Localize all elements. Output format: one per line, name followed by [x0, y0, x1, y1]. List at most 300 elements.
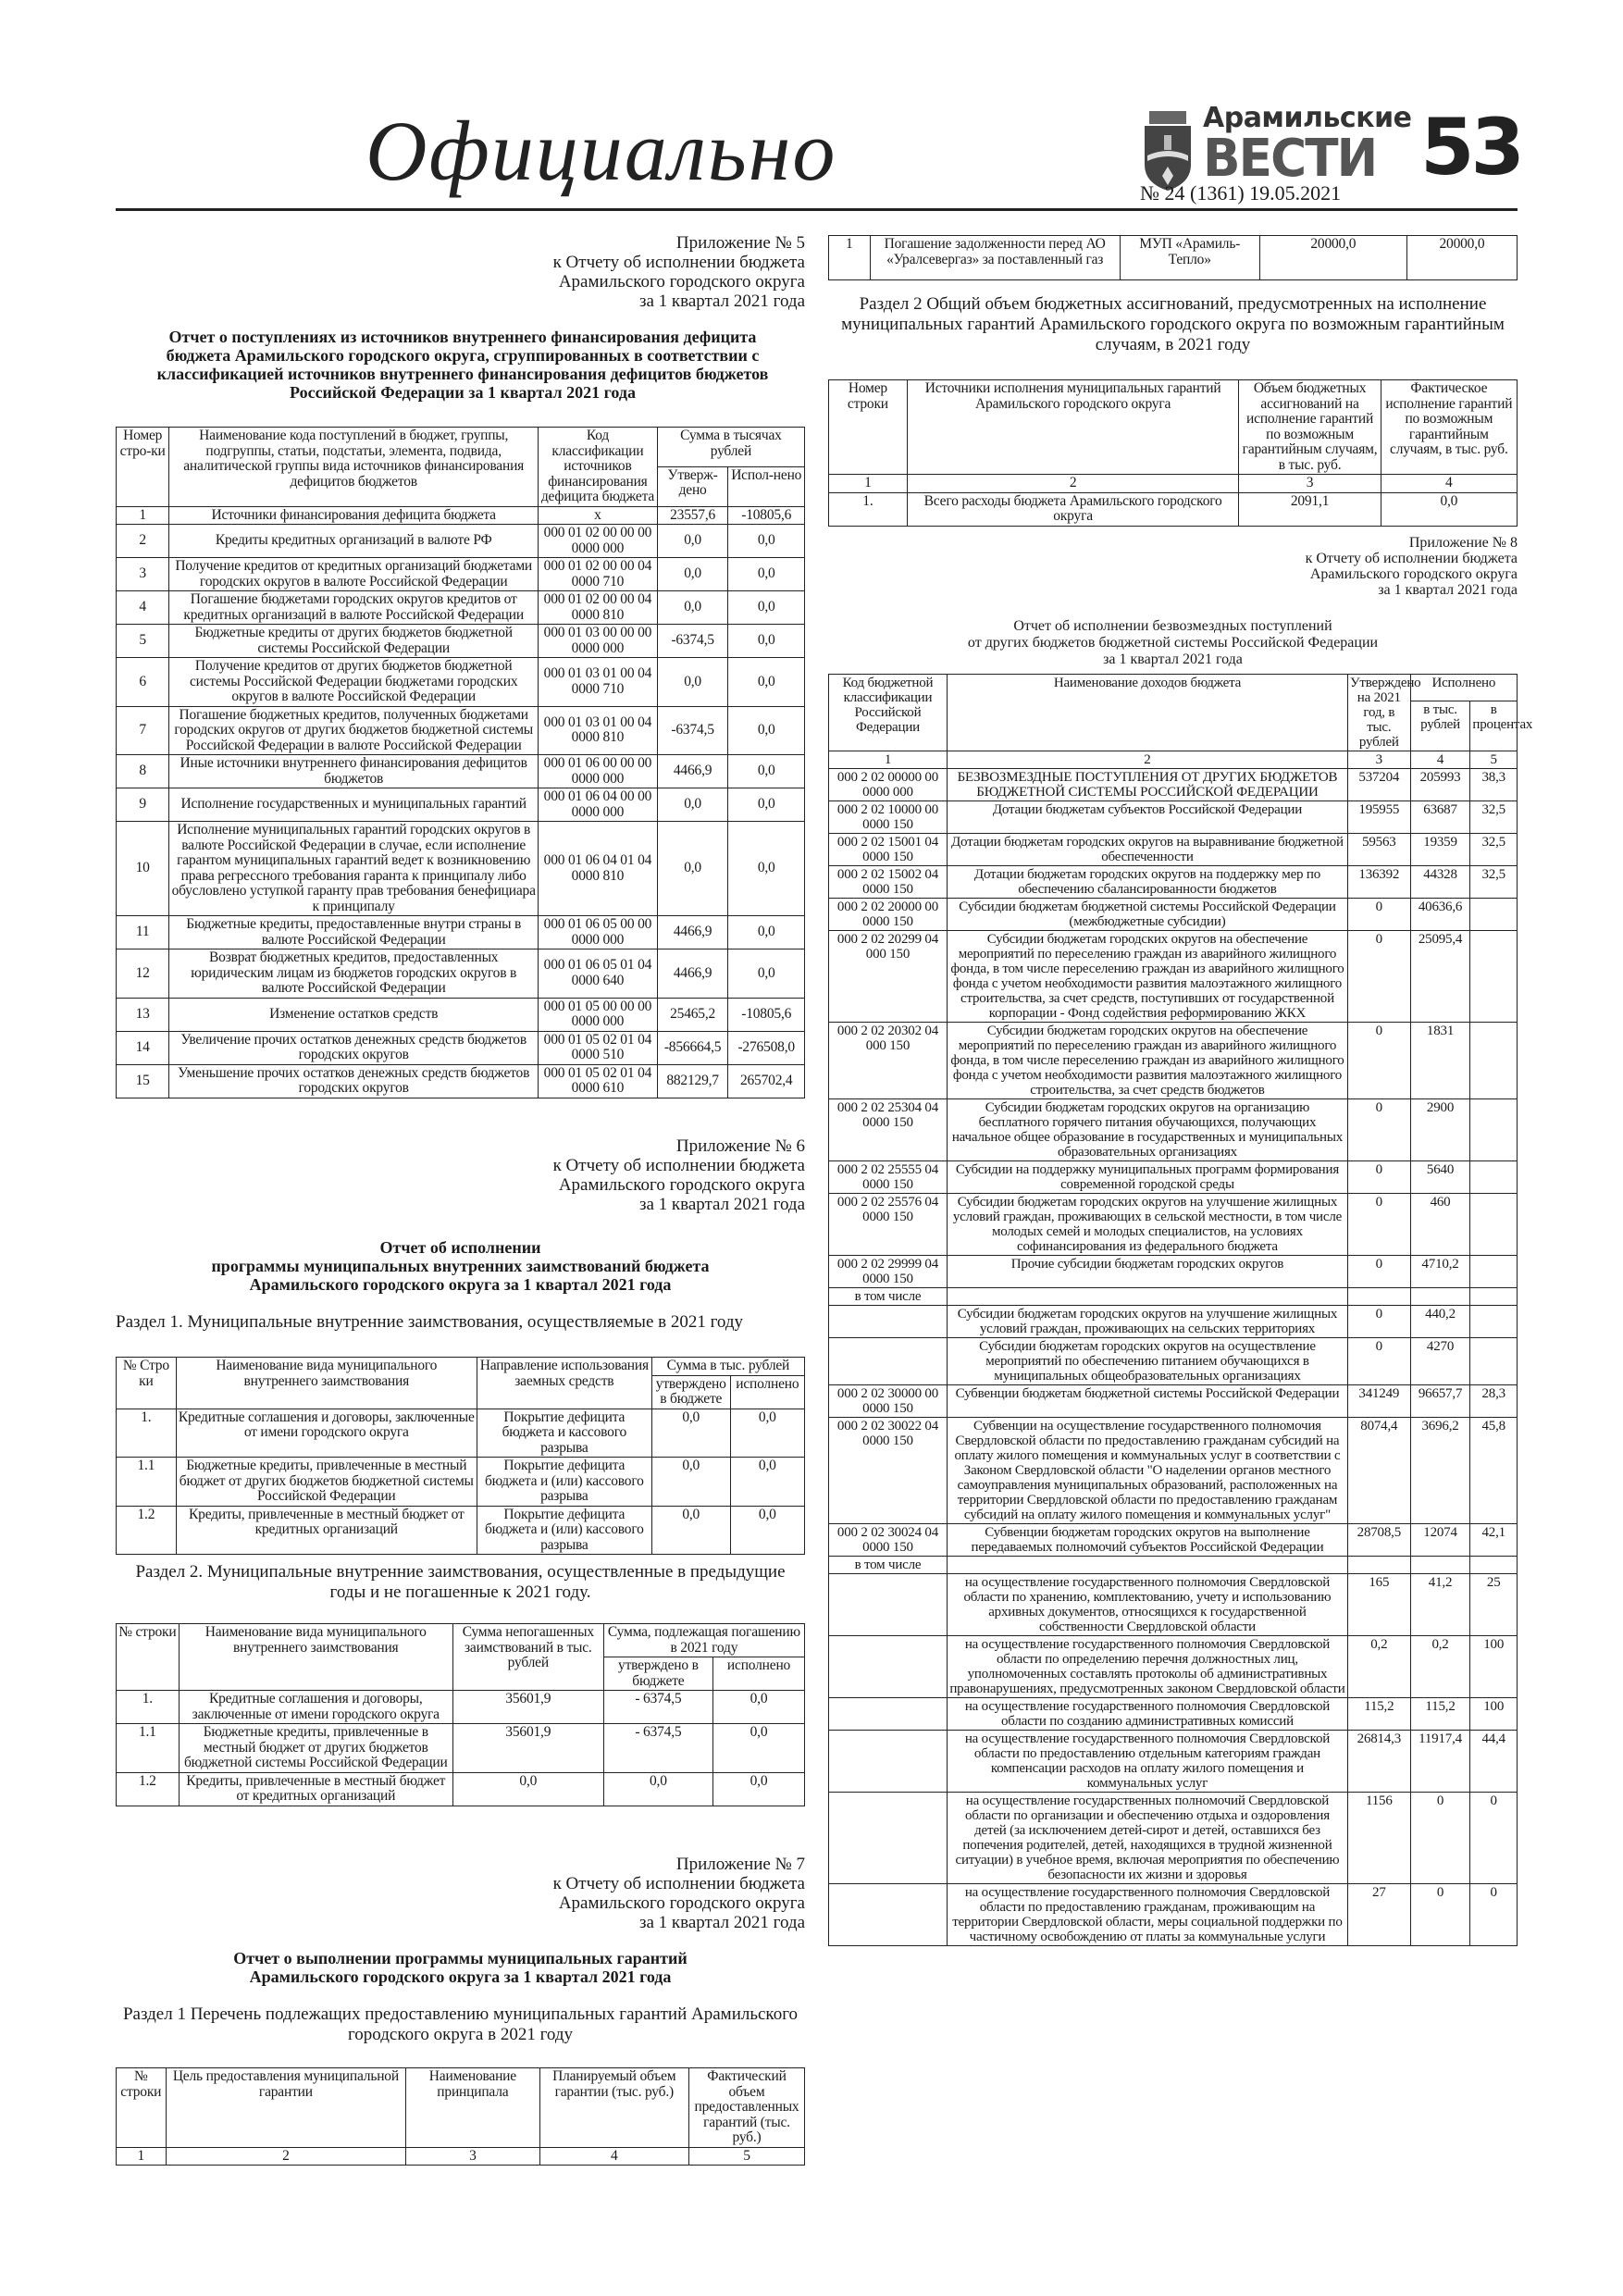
title-line: за 1 квартал 2021 года — [1103, 652, 1243, 667]
table-cell — [1347, 1288, 1410, 1306]
table-row — [117, 506, 805, 525]
table-cell: 2900 — [1410, 1099, 1470, 1161]
col-name: Наименование вида муниципального внутреннего заимствования — [179, 1624, 452, 1691]
app7-note — [116, 1855, 805, 1932]
table-cell: 000 01 05 02 01 04 0000 510 — [539, 1031, 658, 1064]
table-cell: -10805,6 — [728, 506, 805, 525]
table-row — [117, 706, 805, 755]
table-cell: Кредитные соглашения и договоры, заключенные от имени городского округа — [179, 1691, 452, 1724]
table-cell: 4 — [117, 591, 169, 625]
table-cell: 0,0 — [651, 1458, 730, 1507]
table-cell: -6374,5 — [657, 625, 728, 658]
table-cell: Источники финансирования дефицита бюджета — [169, 506, 539, 525]
table-cell: 1.2 — [117, 1506, 177, 1555]
table-cell: 000 2 02 15001 04 0000 150 — [829, 834, 948, 866]
note-line: Приложение № 5 — [675, 233, 805, 253]
table-row — [117, 1724, 805, 1773]
table-cell: 100 — [1470, 1636, 1518, 1698]
table-cell: 000 2 02 30022 04 0000 150 — [829, 1418, 948, 1524]
table-cell: Бюджетные кредиты, привлеченные в местный бюджет от других бюджетов бюджетной системы Российской Федерации — [179, 1724, 452, 1773]
table-cell: 000 2 02 20000 00 0000 150 — [829, 899, 948, 931]
app5-note — [116, 233, 805, 311]
table-row — [117, 1772, 805, 1806]
table-cell: 0 — [1347, 1256, 1410, 1288]
table-row — [829, 1557, 1518, 1574]
table-cell: 4 — [1410, 751, 1470, 769]
table-cell: 25095,4 — [1410, 931, 1470, 1023]
table-row — [117, 658, 805, 707]
table-cell: 000 01 03 01 00 04 0000 710 — [539, 658, 658, 707]
table-cell: 59563 — [1347, 834, 1410, 866]
col-unpaid: Сумма непогашенных заимствований в тыс. рублей — [452, 1624, 603, 1691]
table-cell: Получение кредитов от кредитных организаций бюджетами городских округов в валюте Российской Федерации — [169, 558, 539, 591]
table-cell: Субсидии бюджетам городских округов на осуществление мероприятий по обеспечению питанием обучающихся в муниципальных общеобразовательных организациях — [947, 1338, 1347, 1385]
app8-table — [828, 674, 1533, 1946]
table-cell: на осуществление государственного полномочия Свердловской области по определению перечня должностных лиц, уполномоченных составлять протоколы об административных правонарушениях, предусмотренных законом Свердловской области — [947, 1636, 1347, 1698]
table-row — [829, 492, 1518, 526]
table-cell: 0,2 — [1347, 1636, 1410, 1698]
table-cell: № строки — [117, 2068, 167, 2148]
section-title: Официально — [365, 104, 837, 198]
table-cell: Планируемый объем гарантии (тыс. руб.) — [539, 2068, 688, 2148]
table-cell: 0,0 — [657, 822, 728, 916]
table-cell: 20000,0 — [1406, 236, 1517, 280]
table-cell: 000 01 05 02 01 04 0000 610 — [539, 1064, 658, 1098]
table-cell — [829, 1698, 948, 1731]
table-cell: 0,0 — [730, 1506, 804, 1555]
table-cell — [829, 1338, 948, 1385]
column-number-row — [117, 2147, 805, 2166]
table-cell: 1. — [829, 492, 908, 526]
table-cell — [1347, 1557, 1410, 1574]
table-row — [829, 769, 1518, 801]
app7-section1-table-continued — [828, 235, 1518, 280]
table-cell: 0 — [1347, 899, 1410, 931]
table-cell: Кредиты, привлеченные в местный бюджет от кредитных организаций — [179, 1772, 452, 1806]
col-approved: Утверждено на 2021 год, в тыс. рублей — [1347, 675, 1410, 751]
table-row — [117, 1031, 805, 1064]
note-line: Приложение № 6 — [675, 1136, 805, 1156]
table-cell: 115,2 — [1347, 1698, 1410, 1731]
table-cell: 000 01 02 00 00 00 0000 000 — [539, 525, 658, 558]
table-cell: Исполнение государственных и муниципальных гарантий — [169, 788, 539, 822]
table-cell: 0,0 — [728, 558, 805, 591]
col-num: № Стро ки — [117, 1358, 177, 1409]
table-cell: 1.2 — [117, 1772, 180, 1806]
table-cell: Субсидии бюджетам городских округов на улучшение жилищных условий граждан, проживающих на сельских территориях — [947, 1306, 1347, 1338]
table-cell: Дотации бюджетам субъектов Российской Федерации — [947, 801, 1347, 834]
table-cell — [947, 1288, 1347, 1306]
table-cell: 3 — [406, 2147, 539, 2166]
table-cell: 27 — [1347, 1884, 1410, 1946]
table-cell: 44328 — [1410, 866, 1470, 899]
table-cell: 0,0 — [730, 1458, 804, 1507]
table-cell: 25465,2 — [657, 998, 728, 1031]
col-num: Номер стро-ки — [117, 428, 169, 507]
table-row — [829, 1418, 1518, 1524]
table-cell: Погашение бюджетных кредитов, полученных бюджетами городских округов от других бюджетов бюджетной системы Российской Федерации в валюте Российской Федерации — [169, 706, 539, 755]
table-cell: 1 — [829, 751, 948, 769]
table-cell: 265702,4 — [728, 1064, 805, 1098]
note-line: Арамильского городского округа — [1309, 566, 1518, 582]
table-cell: 0,0 — [728, 755, 805, 788]
table-cell: 19359 — [1410, 834, 1470, 866]
col-name: Наименование вида муниципального внутреннего заимствования — [176, 1358, 477, 1409]
table-row — [829, 1194, 1518, 1256]
table-cell: 000 01 03 00 00 00 0000 000 — [539, 625, 658, 658]
table-cell: 000 01 05 00 00 00 0000 000 — [539, 998, 658, 1031]
table-cell: 341249 — [1347, 1385, 1410, 1418]
table-cell: 2 — [117, 525, 169, 558]
table-cell: Дотации бюджетам городских округов на поддержку мер по обеспечению сбалансированности бюджетов — [947, 866, 1347, 899]
table-row — [117, 1064, 805, 1098]
table-cell: 0 — [1347, 1023, 1410, 1099]
table-cell: Субвенции бюджетам городских округов на выполнение передаваемых полномочий субъектов Российской Федерации — [947, 1524, 1347, 1557]
table-cell: 0,0 — [657, 558, 728, 591]
table-cell: Всего расходы бюджета Арамильского городского округа — [907, 492, 1239, 526]
app7-title — [116, 1949, 805, 1986]
app8-title — [828, 618, 1518, 668]
table-cell — [829, 1306, 948, 1338]
table-cell: на осуществление государственного полномочия Свердловской области по хранению, комплектованию, учету и использованию архивных документов, относящихся к государственной собственности Свердловской области — [947, 1574, 1347, 1636]
table-cell: Кредиты, привлеченные в местный бюджет от кредитных организаций — [176, 1506, 477, 1555]
table-cell: 0 — [1410, 1884, 1470, 1946]
title-line: Арамильского городского округа за 1 квартал 2021 года — [249, 1967, 672, 1986]
table-cell: 1 — [117, 506, 169, 525]
col-exec-pct: в процентах — [1470, 701, 1518, 751]
app7-section2: Раздел 2 Общий объем бюджетных ассигнований, предусмотренных на исполнение муниципальных гарантий Арамильского городского округа по возможным гарантийным случаям, в 2021 году — [841, 294, 1505, 354]
table-cell: 440,2 — [1410, 1306, 1470, 1338]
table-cell: 3 — [117, 558, 169, 591]
col-approved: утверждено в бюджете — [603, 1657, 712, 1691]
table-cell: 4466,9 — [657, 916, 728, 949]
table-cell: Бюджетные кредиты, предоставленные внутри страны в валюте Российской Федерации — [169, 916, 539, 949]
table-cell: 165 — [1347, 1574, 1410, 1636]
table-cell: Изменение остатков средств — [169, 998, 539, 1031]
table-cell: 11 — [117, 916, 169, 949]
table-row — [117, 1409, 805, 1458]
table-cell — [1470, 899, 1518, 931]
table-row — [117, 525, 805, 558]
table-cell: Субвенции на осуществление государственного полномочия Свердловской области по предоставлению гражданам субсидий на оплату жилого помещения и коммунальных услуг в соответствии с Законом Свердловской области "О наделении органов местного самоуправления муниципальных образований, расположенных на территории Свердловской области по предоставлению гражданам субсидий на оплату жилого помещения и коммунальных услуг" — [947, 1418, 1347, 1524]
table-cell: 0,0 — [728, 706, 805, 755]
table-row — [117, 788, 805, 822]
table-cell: 000 2 02 25304 04 0000 150 — [829, 1099, 948, 1161]
header-divider — [116, 208, 1518, 211]
table-cell: Дотации бюджетам городских округов на выравнивание бюджетной обеспеченности — [947, 834, 1347, 866]
table-cell: 000 2 02 00000 00 0000 000 — [829, 769, 948, 801]
brand-bottom: ВЕСТИ — [1203, 129, 1377, 189]
table-cell: Бюджетные кредиты, привлеченные в местный бюджет от других бюджетов бюджетной системы Российской Федерации — [176, 1458, 477, 1507]
table-cell: 0 — [1347, 931, 1410, 1023]
table-row — [117, 1458, 805, 1507]
table-cell: 0,0 — [713, 1772, 805, 1806]
table-cell: 5 — [117, 625, 169, 658]
table-cell: -276508,0 — [728, 1031, 805, 1064]
column-number-row — [829, 475, 1518, 493]
table-cell: 20000,0 — [1259, 236, 1406, 280]
table-row — [829, 899, 1518, 931]
newspaper-logo — [1203, 102, 1412, 189]
table-cell: Субсидии бюджетам бюджетной системы Российской Федерации (межбюджетные субсидии) — [947, 899, 1347, 931]
title-line: от других бюджетов бюджетной системы Российской Федерации — [967, 635, 1379, 651]
table-cell: 000 2 02 30000 00 0000 150 — [829, 1385, 948, 1418]
app6-section2-table — [116, 1623, 805, 1806]
table-cell: 1. — [117, 1691, 180, 1724]
table-cell: 195955 — [1347, 801, 1410, 834]
table-cell: 4466,9 — [657, 949, 728, 999]
table-cell — [1410, 1288, 1470, 1306]
table-cell: Наименование принципала — [406, 2068, 539, 2148]
table-cell: 0,0 — [603, 1772, 712, 1806]
table-cell: 1156 — [1347, 1793, 1410, 1884]
table-cell: 0 — [1410, 1793, 1470, 1884]
app8-note — [828, 535, 1518, 598]
table-cell: 882129,7 — [657, 1064, 728, 1098]
table-cell: 12074 — [1410, 1524, 1470, 1557]
table-cell: Субсидии бюджетам городских округов на обеспечение мероприятий по переселению граждан из аварийного жилищного фонда, в том числе переселению граждан из аварийного жилищного фонда с учетом необходимости развития малоэтажного жилищного строительства, за счет средств бюджетов — [947, 1023, 1347, 1099]
table-cell: 0,0 — [730, 1409, 804, 1458]
app6-section1: Раздел 1. Муниципальные внутренние заимствования, осуществляемые в 2021 году — [116, 1312, 744, 1332]
col-sum: Сумма в тысячах рублей — [657, 428, 804, 467]
table-cell — [947, 1557, 1347, 1574]
table-row — [117, 916, 805, 949]
table-cell: 000 01 06 04 00 00 0000 000 — [539, 788, 658, 822]
table-cell: 537204 — [1347, 769, 1410, 801]
app6-section2: Раздел 2. Муниципальные внутренние заимствования, осуществленные в предыдущие годы и не погашенные к 2021 году. — [135, 1562, 786, 1602]
table-cell: 40636,6 — [1410, 899, 1470, 931]
table-cell: 4710,2 — [1410, 1256, 1470, 1288]
table-cell — [1470, 1306, 1518, 1338]
table-cell: 0,0 — [1381, 492, 1517, 526]
table-cell — [1410, 1557, 1470, 1574]
table-cell: 0,2 — [1410, 1636, 1470, 1698]
table-row — [829, 1306, 1518, 1338]
table-cell: - 6374,5 — [603, 1724, 712, 1773]
city-coat-of-arms-icon — [1140, 109, 1196, 192]
table-cell: 0,0 — [651, 1409, 730, 1458]
table-cell: на осуществление государственного полномочия Свердловской области по предоставлению отдельным категориям граждан компенсации расходов на оплату жилого помещения и коммунальных услуг — [947, 1731, 1347, 1793]
table-cell: Уменьшение прочих остатков денежных средств бюджетов городских округов — [169, 1064, 539, 1098]
table-row — [117, 625, 805, 658]
table-cell: Прочие субсидии бюджетам городских округов — [947, 1256, 1347, 1288]
table-row — [829, 1698, 1518, 1731]
table-cell: на осуществление государственного полномочия Свердловской области по созданию административных комиссий — [947, 1698, 1347, 1731]
table-cell: Кредитные соглашения и договоры, заключенные от имени городского округа — [176, 1409, 477, 1458]
table-row — [829, 1731, 1518, 1793]
table-cell: 0,0 — [728, 949, 805, 999]
table-cell: 12 — [117, 949, 169, 999]
table-cell: Покрытие дефицита бюджета и кассового разрыва — [477, 1409, 651, 1458]
app7-section1-table — [116, 2067, 805, 2166]
table-cell: 0,0 — [657, 591, 728, 625]
table-cell — [1470, 1288, 1518, 1306]
table-row — [829, 834, 1518, 866]
table-cell — [1470, 1194, 1518, 1256]
table-cell — [829, 1636, 948, 1698]
table-cell: Субсидии бюджетам городских округов на обеспечение мероприятий по переселению граждан из аварийного жилищного фонда, в том числе переселению граждан из аварийного жилищного фонда с учетом необходимости развития малоэтажного жилищного строительства, за счет средств, поступивших от государственной корпорации - Фонд содействия реформированию ЖКХ — [947, 931, 1347, 1023]
table-cell: 0,0 — [657, 525, 728, 558]
table-row — [829, 931, 1518, 1023]
table-cell: Субвенции бюджетам бюджетной системы Российской Федерации — [947, 1385, 1347, 1418]
table-cell: 4270 — [1410, 1338, 1470, 1385]
title-line: Отчет об исполнении — [379, 1238, 541, 1257]
table-cell: 0 — [1347, 1161, 1410, 1194]
app7-section2-table — [828, 379, 1518, 527]
col-executed: Испол-нено — [728, 466, 805, 506]
col-executed: Исполнено — [1410, 675, 1517, 701]
table-cell: 35601,9 — [452, 1724, 603, 1773]
table-cell: 0,0 — [728, 916, 805, 949]
title-line: Отчет об исполнении безвозмездных поступлений — [1013, 618, 1332, 634]
table-cell: 44,4 — [1470, 1731, 1518, 1793]
table-cell: -6374,5 — [657, 706, 728, 755]
table-cell: Субсидии на поддержку муниципальных программ формирования современной городской среды — [947, 1161, 1347, 1194]
table-row — [117, 822, 805, 916]
table-cell: 13 — [117, 998, 169, 1031]
table-cell: 0,0 — [728, 591, 805, 625]
table-cell: в том числе — [829, 1557, 948, 1574]
table-row — [829, 1023, 1518, 1099]
col-name: Наименование доходов бюджета — [947, 675, 1347, 751]
table-cell — [1470, 1161, 1518, 1194]
table-cell: Исполнение муниципальных гарантий городских округов в валюте Российской Федерации в случае, если исполнение гарантом муниципальных гарантий ведет к возникновению права регрессного требования гаранта к принципалу либо обусловлено уступкой гаранту прав требования бенефициара к принципалу — [169, 822, 539, 916]
table-cell: - 6374,5 — [603, 1691, 712, 1724]
col-sum: Сумма в тыс. рублей — [651, 1358, 804, 1376]
table-cell: 26814,3 — [1347, 1731, 1410, 1793]
table-cell: 000 01 06 05 01 04 0000 640 — [539, 949, 658, 999]
table-cell: Погашение бюджетами городских округов кредитов от кредитных организаций в валюте Российской Федерации — [169, 591, 539, 625]
col-num: № строки — [117, 1624, 180, 1691]
table-cell: 0 — [1347, 1099, 1410, 1161]
table-cell: 000 01 06 04 01 04 0000 810 — [539, 822, 658, 916]
table-cell: 0,0 — [657, 788, 728, 822]
table-cell: Фактический объем предоставленных гарантий (тыс. руб.) — [688, 2068, 804, 2148]
table-cell: Бюджетные кредиты от других бюджетов бюджетной системы Российской Федерации — [169, 625, 539, 658]
app7-section1: Раздел 1 Перечень подлежащих предоставлению муниципальных гарантий Арамильского городского округа в 2021 году — [122, 2004, 799, 2044]
table-cell: 10 — [117, 822, 169, 916]
table-cell: 0,0 — [728, 525, 805, 558]
table-cell: 4 — [539, 2147, 688, 2166]
table-cell: Иные источники внутреннего финансирования дефицитов бюджетов — [169, 755, 539, 788]
table-cell — [829, 1884, 948, 1946]
table-cell: 8074,4 — [1347, 1418, 1410, 1524]
table-row — [829, 1099, 1518, 1161]
table-cell: 28708,5 — [1347, 1524, 1410, 1557]
table-cell: 000 2 02 25576 04 0000 150 — [829, 1194, 948, 1256]
table-cell: Получение кредитов от других бюджетов бюджетной системы Российской Федерации бюджетами городских округов в валюте Российской Федерации — [169, 658, 539, 707]
table-cell: 25 — [1470, 1574, 1518, 1636]
col-executed: исполнено — [730, 1375, 804, 1409]
col-due: Сумма, подлежащая погашению в 2021 году — [603, 1624, 804, 1657]
note-line: за 1 квартал 2021 года — [638, 1913, 805, 1932]
table-cell: Погашение задолженности перед АО «Уралсевергаз» за поставленный газ — [870, 236, 1120, 280]
table-cell: 000 2 02 25555 04 0000 150 — [829, 1161, 948, 1194]
table-cell — [1470, 1023, 1518, 1099]
table-cell: 0 — [1470, 1884, 1518, 1946]
table-cell: Источники исполнения муниципальных гарантий Арамильского городского округа — [907, 380, 1239, 475]
table-cell: 205993 — [1410, 769, 1470, 801]
app5-table — [116, 427, 805, 1098]
table-cell: Номер строки — [829, 380, 908, 475]
table-cell: 5640 — [1410, 1161, 1470, 1194]
table-cell: х — [539, 506, 658, 525]
table-cell: 0 — [1470, 1793, 1518, 1884]
table-cell: 0 — [1347, 1338, 1410, 1385]
table-cell: Возврат бюджетных кредитов, предоставленных юридическим лицам из бюджетов городских округов в валюте Российской Федерации — [169, 949, 539, 999]
brand-top: Арамильские — [1203, 102, 1412, 134]
title-line: программы муниципальных внутренних заимствований бюджета — [211, 1257, 710, 1275]
table-row — [117, 755, 805, 788]
table-cell: 9 — [117, 788, 169, 822]
table-cell: Объем бюджетных ассигнований на исполнение гарантий по возможным гарантийным случаям, в тыс. руб. — [1239, 380, 1381, 475]
table-row — [829, 236, 1518, 280]
table-cell: 3696,2 — [1410, 1418, 1470, 1524]
table-cell: 0,0 — [728, 788, 805, 822]
table-cell: Субсидии бюджетам городских округов на организацию бесплатного горячего питания обучающихся, получающих начальное общее образование в государственных и муниципальных образовательных организациях — [947, 1099, 1347, 1161]
table-cell: 28,3 — [1470, 1385, 1518, 1418]
table-cell: 14 — [117, 1031, 169, 1064]
table-cell: 100 — [1470, 1698, 1518, 1731]
table-cell: 8 — [117, 755, 169, 788]
table-cell: 63687 — [1410, 801, 1470, 834]
table-cell: 000 01 03 01 00 04 0000 810 — [539, 706, 658, 755]
table-cell: 000 01 02 00 00 04 0000 810 — [539, 591, 658, 625]
table-row — [117, 558, 805, 591]
table-cell: 2 — [947, 751, 1347, 769]
table-row — [829, 1524, 1518, 1557]
table-cell: 000 2 02 20302 04 000 150 — [829, 1023, 948, 1099]
table-cell: на осуществление государственного полномочия Свердловской области по предоставлению гражданам, проживающим на территории Свердловской области, меры социальной поддержки по частичному освобождению от платы за коммунальные услуги — [947, 1884, 1347, 1946]
table-cell: 35601,9 — [452, 1691, 603, 1724]
table-cell: 4466,9 — [657, 755, 728, 788]
note-line: за 1 квартал 2021 года — [638, 292, 805, 311]
table-cell: 32,5 — [1470, 801, 1518, 834]
note-line: Приложение № 7 — [675, 1855, 805, 1874]
col-executed: исполнено — [713, 1657, 805, 1691]
table-cell: 1831 — [1410, 1023, 1470, 1099]
col-approved: утверждено в бюджете — [651, 1375, 730, 1409]
app6-title — [116, 1238, 805, 1294]
note-line: к Отчету об исполнении бюджета — [1305, 551, 1518, 566]
note-line: к Отчету об исполнении бюджета — [552, 253, 805, 272]
table-cell — [829, 1731, 948, 1793]
table-cell — [1470, 1557, 1518, 1574]
table-row — [829, 1338, 1518, 1385]
note-line: Арамильского городского округа — [558, 1893, 805, 1913]
table-cell: Цель предоставления муниципальной гарантии — [166, 2068, 406, 2148]
table-cell: 000 2 02 30024 04 0000 150 — [829, 1524, 948, 1557]
table-row — [829, 1161, 1518, 1194]
table-cell — [1470, 931, 1518, 1023]
table-cell: 15 — [117, 1064, 169, 1098]
note-line: Арамильского городского округа — [558, 272, 805, 292]
table-row — [829, 1385, 1518, 1418]
table-cell: Покрытие дефицита бюджета и (или) кассового разрыва — [477, 1458, 651, 1507]
table-cell: 42,1 — [1470, 1524, 1518, 1557]
page-number: 53 — [1420, 102, 1521, 192]
table-cell: 2 — [907, 475, 1239, 493]
table-cell: 0,0 — [657, 658, 728, 707]
table-cell: 0,0 — [728, 658, 805, 707]
table-cell: 5 — [688, 2147, 804, 2166]
table-row — [829, 1256, 1518, 1288]
table-cell: -10805,6 — [728, 998, 805, 1031]
table-cell: Фактическое исполнение гарантий по возможным гарантийным случаям, в тыс. руб. — [1381, 380, 1517, 475]
table-row — [829, 801, 1518, 834]
col-direction: Направление использования заемных средств — [477, 1358, 651, 1409]
table-cell: 000 2 02 15002 04 0000 150 — [829, 866, 948, 899]
